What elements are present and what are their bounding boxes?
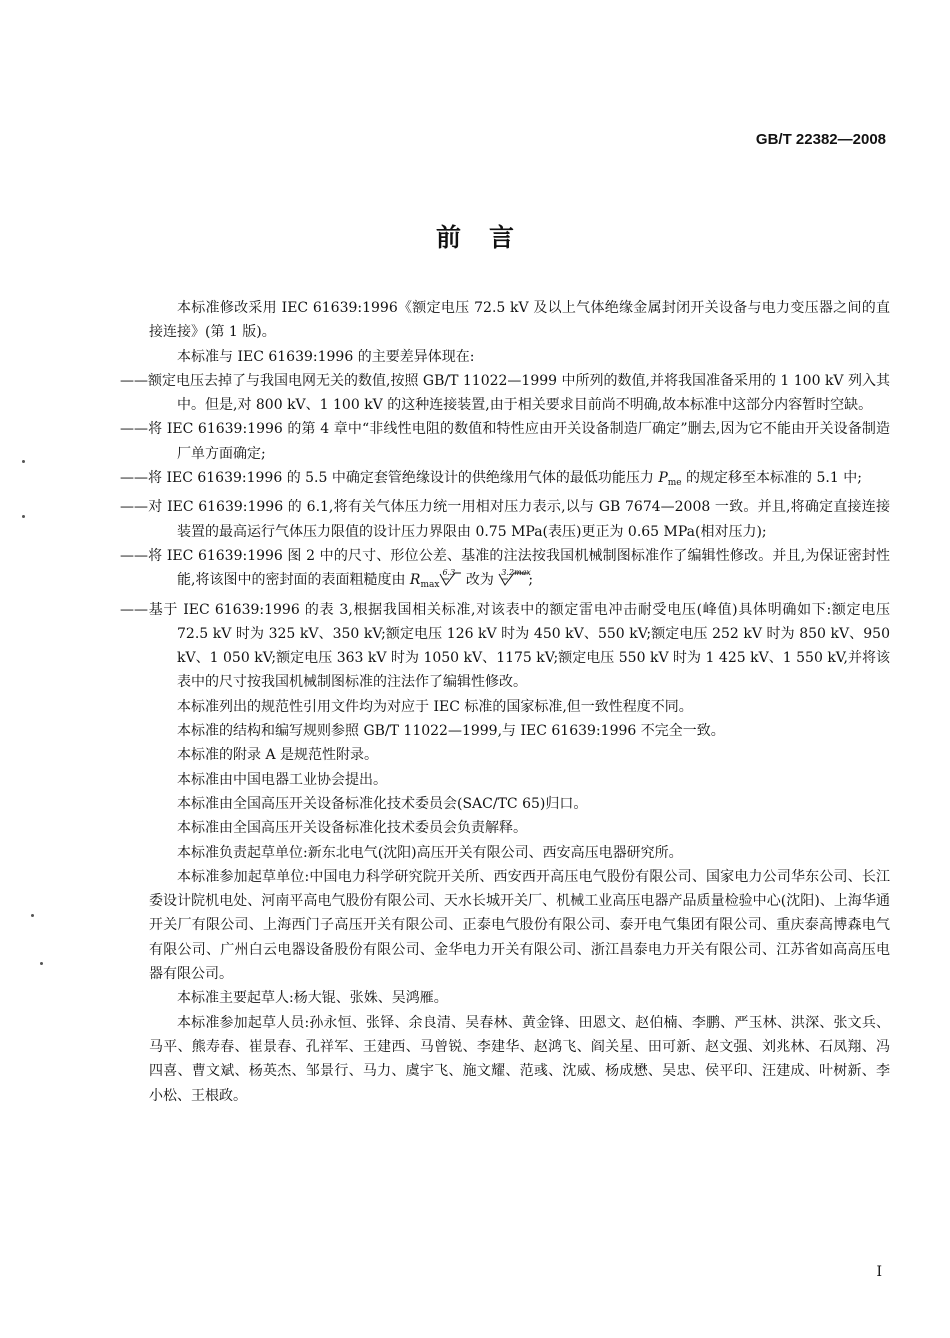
- paragraph: 本标准的结构和编写规则参照 GB/T 11022—1999,与 IEC 61639:1996 不完全一致。: [177, 723, 725, 740]
- scan-speck: [31, 914, 34, 917]
- scan-speck: [22, 460, 25, 463]
- symbol-p: P: [658, 470, 668, 487]
- dash-item: ——将 IEC 61639:1996 的第 4 章中“非线性电阻的数值和特性应由开关设备制造厂确定”删去,因为它不能由开关设备制造厂单方面确定;: [120, 421, 890, 462]
- paragraph: 本标准参加起草单位:中国电力科学研究院开关所、西安西开高压电气股份有限公司、国家电力公司华东公司、长江委设计院机电处、河南平高电气股份有限公司、天水长城开关厂、机械工业高压电器产品质量检验中心(沈阳)、上海华通开关厂有限公司、上海西门子高压开关有限公司、正泰电气股份有限公司、泰开电气集团有限公司、重庆泰高博森电气有限公司、广州白云电器设备股份有限公司、金华电力开关有限公司、浙江昌泰电力开关有限公司、江苏省如高高压电器有限公司。: [149, 868, 890, 983]
- page-number: I: [876, 1264, 882, 1280]
- dash-item-text: ——将 IEC 61639:1996 的 5.5 中确定套管绝缘设计的供绝缘用气体的最低功能压力: [120, 470, 659, 487]
- dash-item: [120, 544, 890, 598]
- scan-speck: [40, 962, 43, 965]
- paragraph: 本标准主要起草人:杨大锟、张姝、吴鸿雁。: [177, 990, 448, 1007]
- foreword-body: [120, 296, 890, 1108]
- dash-item: [120, 466, 890, 495]
- dash-item-text: 改为: [461, 572, 499, 589]
- dash-item-text: 的规定移至本标准的 5.1 中;: [681, 470, 862, 487]
- roughness-value: 6.3: [442, 568, 456, 578]
- roughness-symbol-icon: [498, 568, 531, 586]
- paragraph: 本标准负责起草单位:新东北电气(沈阳)高压开关有限公司、西安高压电器研究所。: [177, 844, 683, 861]
- page-title: 前言: [435, 223, 542, 252]
- dash-item-text: ;: [528, 572, 534, 589]
- standard-code: GB/T 22382—2008: [755, 131, 886, 148]
- scan-speck: [22, 515, 25, 518]
- paragraph: 本标准参加起草人员:孙永恒、张铎、余良清、吴春林、黄金锋、田恩文、赵伯楠、李鹏、严玉林、洪深、张文兵、马平、熊寿春、崔景春、孔祥军、王建西、马曾锐、李建华、赵鸿飞、阎关星、田可新、赵文强、刘兆林、石凤翔、冯四喜、曹文斌、杨英杰、邹景行、马力、虞宇飞、施文耀、范彧、沈威、杨成懋、吴忠、侯平印、汪建成、叶树新、李小松、王根政。: [149, 1014, 890, 1104]
- paragraph: 本标准的附录 A 是规范性附录。: [177, 747, 379, 764]
- paragraph: 本标准由中国电器工业协会提出。: [177, 771, 387, 788]
- paragraph: 本标准列出的规范性引用文件均为对应于 IEC 标准的国家标准,但一致性程度不同。: [177, 698, 693, 715]
- symbol-subscript: max: [420, 580, 440, 591]
- dash-item: ——额定电压去掉了与我国电网无关的数值,按照 GB/T 11022—1999 中所列的数值,并将我国准备采用的 1 100 kV 列入其中。但是,对 800 kV、1 100 kV 的这种连接装置,由于相关要求目前尚不明确,故本标准中这部分内容暂时空缺。: [120, 372, 890, 414]
- symbol-subscript: me: [667, 478, 682, 489]
- symbol-r: R: [409, 572, 421, 589]
- paragraph: 本标准由全国高压开关设备标准化技术委员会(SAC/TC 65)归口。: [177, 795, 588, 812]
- roughness-symbol-icon: [439, 570, 461, 586]
- paragraph: 本标准与 IEC 61639:1996 的主要差异体现在:: [177, 348, 475, 365]
- dash-item: ——基于 IEC 61639:1996 的表 3,根据我国相关标准,对该表中的额定雷电冲击耐受电压(峰值)具体明确如下:额定电压 72.5 kV 时为 325 kV、350 kV;额定电压 126 kV 时为 450 kV、550 kV;额定电压 252 kV 时为 850 kV、950 kV、1 050 kV;额定电压 363 kV 时为 1050 kV、1175 kV;额定电压 550 kV 时为 1 425 kV、1 550 kV,并将该表中的尺寸按我国机械制图标准的注法作了编辑性修改。: [120, 601, 890, 691]
- paragraph: 本标准修改采用 IEC 61639:1996《额定电压 72.5 kV 及以上气体绝缘金属封闭开关设备与电力变压器之间的直接连接》(第 1 版)。: [149, 300, 890, 341]
- roughness-value: 3.2max: [501, 568, 531, 578]
- paragraph: 本标准由全国高压开关设备标准化技术委员会负责解释。: [177, 820, 527, 837]
- dash-item-text: ——将 IEC 61639:1996 图 2 中的尺寸、形位公差、基准的注法按我国机械制图标准作了编辑性修改。并且,为保证密封性能,将该图中的密封面的表面粗糙度由: [120, 547, 890, 589]
- dash-item: ——对 IEC 61639:1996 的 6.1,将有关气体压力统一用相对压力表示,以与 GB 7674—2008 一致。并且,将确定直接连接装置的最高运行气体压力限值的设计压力界限由 0.75 MPa(表压)更正为 0.65 MPa(相对压力);: [120, 499, 890, 540]
